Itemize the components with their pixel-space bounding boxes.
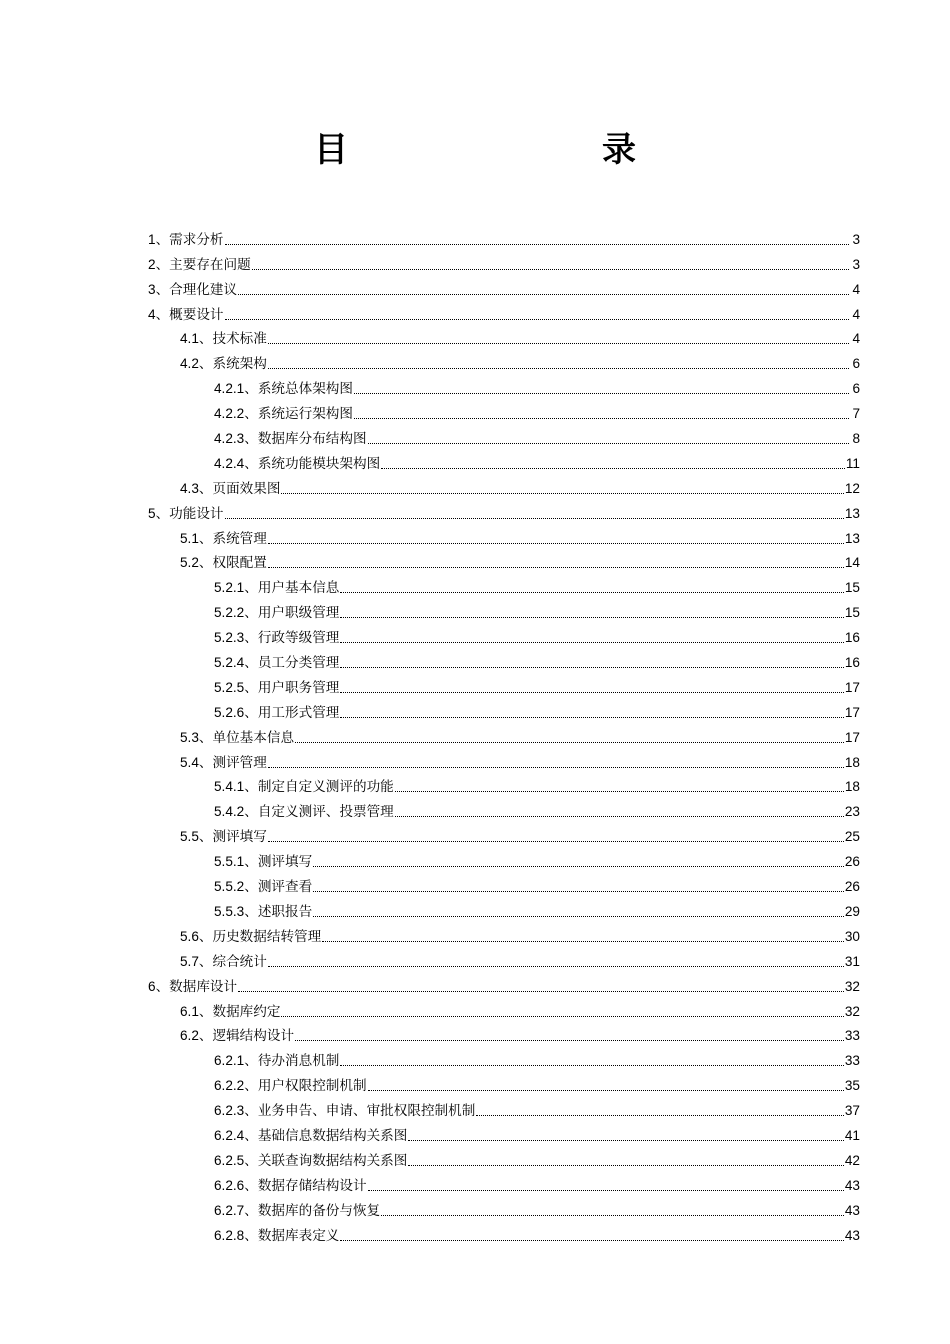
toc-entry-title: 用户职务管理 [257, 679, 340, 696]
toc-entry-number: 5.4 [180, 754, 199, 770]
toc-dot-leader [225, 518, 844, 519]
toc-dot-leader [381, 1215, 844, 1216]
toc-entry[interactable] [148, 498, 860, 523]
toc-entry-number: 4.2.1 [214, 381, 245, 397]
toc-entry[interactable] [148, 1070, 860, 1095]
toc-dot-leader [313, 891, 844, 892]
toc-entry-separator: 、 [244, 1127, 258, 1144]
toc-entry-title: 需求分析 [169, 231, 224, 248]
toc-dot-leader [340, 592, 843, 593]
toc-entry-title: 行政等级管理 [257, 630, 340, 647]
toc-entry-title: 技术标准 [212, 331, 267, 348]
toc-entry-separator: 、 [198, 530, 213, 547]
toc-entry-separator: 、 [155, 231, 170, 248]
toc-dot-leader [476, 1115, 844, 1116]
toc-entry-title: 述职报告 [257, 903, 313, 920]
toc-entry-page-number: 29 [844, 903, 860, 919]
toc-entry-number: 5.5.3 [214, 903, 245, 919]
toc-entry[interactable] [148, 722, 860, 747]
toc-entry-page-number: 12 [844, 480, 860, 496]
toc-entry-separator: 、 [244, 655, 258, 672]
toc-dot-leader [395, 816, 844, 817]
toc-entry-page-number: 14 [844, 555, 860, 571]
toc-entry[interactable] [148, 1145, 860, 1170]
toc-entry-page-number: 3 [852, 231, 860, 247]
toc-entry-page-number: 35 [844, 1078, 860, 1094]
toc-entry[interactable] [148, 996, 860, 1021]
toc-entry[interactable] [148, 1021, 860, 1046]
toc-entry[interactable] [148, 324, 860, 349]
toc-entry-title: 测评管理 [212, 754, 267, 771]
toc-entry-separator: 、 [244, 854, 258, 871]
toc-entry-number: 4.2.3 [214, 431, 245, 447]
toc-entry-separator: 、 [244, 630, 258, 647]
toc-entry-number: 5.4.2 [214, 804, 245, 820]
toc-entry[interactable] [148, 846, 860, 871]
toc-entry-title: 系统管理 [212, 530, 267, 547]
toc-entry-page-number: 26 [844, 854, 860, 870]
toc-entry-number: 6.2.2 [214, 1078, 245, 1094]
toc-entry[interactable] [148, 747, 860, 772]
toc-entry[interactable] [148, 1045, 860, 1070]
toc-entry-page-number: 33 [844, 1053, 860, 1069]
toc-entry-separator: 、 [244, 1177, 258, 1194]
toc-entry-separator: 、 [244, 1152, 258, 1169]
toc-entry[interactable] [148, 871, 860, 896]
toc-dot-leader [295, 1040, 844, 1041]
toc-entry-separator: 、 [198, 829, 213, 846]
toc-entry[interactable] [148, 597, 860, 622]
toc-entry[interactable] [148, 821, 860, 846]
toc-dot-leader [268, 767, 844, 768]
toc-entry[interactable] [148, 921, 860, 946]
toc-dot-leader [322, 941, 844, 942]
toc-entry-number: 6.1 [180, 1003, 199, 1019]
toc-entry-page-number: 13 [844, 530, 860, 546]
toc-entry-title: 用工形式管理 [257, 704, 340, 721]
toc-entry[interactable] [148, 1195, 860, 1220]
toc-entry-page-number: 13 [844, 505, 860, 521]
toc-entry-title: 单位基本信息 [212, 729, 295, 746]
toc-entry-number: 4.2.2 [214, 406, 245, 422]
toc-entry-number: 5.5.1 [214, 854, 245, 870]
toc-entry-number: 5.2.4 [214, 655, 245, 671]
toc-entry-page-number: 15 [844, 605, 860, 621]
toc-entry-page-number: 43 [844, 1177, 860, 1193]
toc-entry-separator: 、 [244, 455, 258, 472]
toc-dot-leader [295, 742, 844, 743]
toc-entry-page-number: 31 [844, 953, 860, 969]
toc-entry-title: 数据库设计 [169, 978, 238, 995]
toc-entry-page-number: 15 [844, 580, 860, 596]
toc-entry-number: 2 [148, 256, 156, 272]
toc-entry[interactable] [148, 473, 860, 498]
toc-entry-separator: 、 [198, 555, 213, 572]
toc-entry-title: 基础信息数据结构关系图 [257, 1127, 408, 1144]
toc-entry[interactable] [148, 448, 860, 473]
toc-entry[interactable] [148, 772, 860, 797]
toc-entry-page-number: 32 [844, 1003, 860, 1019]
toc-dot-leader [281, 1016, 843, 1017]
toc-entry-title: 权限配置 [212, 555, 267, 572]
toc-entry-separator: 、 [198, 1003, 213, 1020]
toc-entry-page-number: 4 [852, 331, 860, 347]
toc-entry-number: 5.5 [180, 829, 199, 845]
toc-entry-title: 主要存在问题 [169, 256, 251, 273]
toc-entry-separator: 、 [198, 953, 213, 970]
toc-entry-number: 6.2.4 [214, 1127, 245, 1143]
toc-entry-separator: 、 [244, 580, 258, 597]
toc-entry[interactable] [148, 523, 860, 548]
toc-dot-leader [340, 717, 843, 718]
toc-dot-leader [268, 966, 844, 967]
toc-entry-number: 5.1 [180, 530, 199, 546]
toc-entry-title: 系统总体架构图 [257, 381, 353, 398]
toc-entry-page-number: 18 [844, 754, 860, 770]
toc-entry[interactable] [148, 548, 860, 573]
toc-entry-number: 5.2.3 [214, 630, 245, 646]
toc-entry-page-number: 4 [852, 281, 860, 297]
toc-entry-separator: 、 [198, 729, 213, 746]
toc-dot-leader [408, 1140, 844, 1141]
toc-entry-separator: 、 [198, 331, 213, 348]
toc-dot-leader [268, 343, 849, 344]
toc-dot-leader [368, 1190, 844, 1191]
toc-dot-leader [238, 294, 849, 295]
toc-entry-number: 6.2.5 [214, 1152, 245, 1168]
toc-entry-number: 5 [148, 505, 156, 521]
toc-entry-title: 综合统计 [212, 953, 267, 970]
toc-entry-title: 系统运行架构图 [257, 406, 353, 423]
toc-entry-number: 5.3 [180, 729, 199, 745]
toc-entry-title: 用户基本信息 [257, 580, 340, 597]
toc-entry-title: 数据库约定 [212, 1003, 281, 1020]
toc-entry[interactable] [148, 796, 860, 821]
toc-entry[interactable] [148, 423, 860, 448]
toc-entry-number: 5.7 [180, 953, 199, 969]
toc-entry[interactable] [148, 224, 860, 249]
toc-entry-separator: 、 [155, 281, 170, 298]
toc-entry[interactable] [148, 946, 860, 971]
toc-entry-separator: 、 [198, 928, 213, 945]
toc-entry-number: 6.2.6 [214, 1177, 245, 1193]
toc-dot-leader [281, 493, 843, 494]
toc-dot-leader [408, 1165, 844, 1166]
toc-entry-separator: 、 [155, 256, 170, 273]
toc-entry-number: 5.2.5 [214, 679, 245, 695]
toc-entry-page-number: 41 [844, 1127, 860, 1143]
toc-entry-page-number: 8 [852, 431, 860, 447]
toc-entry-number: 4.2 [180, 356, 199, 372]
toc-entry-separator: 、 [198, 1028, 213, 1045]
toc-entry-number: 5.6 [180, 928, 199, 944]
toc-entry-separator: 、 [244, 804, 258, 821]
toc-entry-title: 数据库表定义 [257, 1227, 340, 1244]
toc-entry-separator: 、 [155, 978, 170, 995]
toc-entry-separator: 、 [198, 356, 213, 373]
toc-entry-page-number: 37 [844, 1103, 860, 1119]
toc-entry[interactable] [148, 1220, 860, 1245]
toc-dot-leader [381, 468, 845, 469]
toc-dot-leader [368, 1090, 844, 1091]
toc-entry-number: 6.2.1 [214, 1053, 245, 1069]
toc-entry-page-number: 3 [852, 256, 860, 272]
toc-entry[interactable] [148, 647, 860, 672]
toc-entry[interactable] [148, 697, 860, 722]
toc-entry-separator: 、 [198, 480, 213, 497]
toc-entry-page-number: 6 [852, 381, 860, 397]
toc-entry-separator: 、 [244, 406, 258, 423]
toc-entry-number: 5.4.1 [214, 779, 245, 795]
toc-entry-title: 页面效果图 [212, 480, 281, 497]
toc-entry-page-number: 17 [844, 729, 860, 745]
toc-entry-separator: 、 [244, 779, 258, 796]
toc-entry-number: 5.2.6 [214, 704, 245, 720]
toc-entry-title: 关联查询数据结构关系图 [257, 1152, 408, 1169]
toc-entry-page-number: 6 [852, 356, 860, 372]
toc-dot-leader [313, 916, 844, 917]
toc-dot-leader [395, 791, 844, 792]
toc-entry-page-number: 43 [844, 1227, 860, 1243]
toc-entry-number: 5.2.1 [214, 580, 245, 596]
toc-entry-title: 数据存储结构设计 [257, 1177, 367, 1194]
toc-entry-page-number: 23 [844, 804, 860, 820]
toc-entry-number: 4.3 [180, 480, 199, 496]
toc-entry[interactable] [148, 274, 860, 299]
toc-dot-leader [268, 567, 844, 568]
toc-entry-separator: 、 [155, 306, 170, 323]
toc-entry-number: 5.2 [180, 555, 199, 571]
toc-entry-title: 数据库分布结构图 [257, 431, 367, 448]
toc-entry-page-number: 43 [844, 1202, 860, 1218]
toc-entry-title: 系统功能模块架构图 [257, 455, 381, 472]
toc-entry-title: 测评填写 [212, 829, 267, 846]
toc-entry-separator: 、 [244, 1078, 258, 1095]
toc-entry-number: 3 [148, 281, 156, 297]
toc-entry-separator: 、 [244, 704, 258, 721]
toc-entry-separator: 、 [244, 903, 258, 920]
toc-dot-leader [354, 418, 849, 419]
toc-entry-title: 功能设计 [169, 505, 224, 522]
toc-entry-title: 测评填写 [257, 854, 313, 871]
toc-entry-number: 6.2 [180, 1028, 199, 1044]
toc-entry-title: 概要设计 [169, 306, 224, 323]
toc-dot-leader [354, 393, 849, 394]
toc-entry-page-number: 18 [844, 779, 860, 795]
toc-entry-number: 6.2.8 [214, 1227, 245, 1243]
toc-entry[interactable] [148, 398, 860, 423]
toc-entry-title: 用户权限控制机制 [257, 1078, 367, 1095]
toc-entry[interactable] [148, 1095, 860, 1120]
toc-entry-separator: 、 [244, 679, 258, 696]
toc-entry-title: 待办消息机制 [257, 1053, 340, 1070]
toc-entry-number: 5.5.2 [214, 879, 245, 895]
toc-dot-leader [340, 667, 843, 668]
toc-entry[interactable] [148, 896, 860, 921]
toc-entry-number: 5.2.2 [214, 605, 245, 621]
toc-entry-number: 4.2.4 [214, 455, 245, 471]
toc-entry-title: 制定自定义测评的功能 [257, 779, 394, 796]
toc-entry-title: 逻辑结构设计 [212, 1028, 295, 1045]
toc-dot-leader [268, 368, 849, 369]
toc-dot-leader [340, 1065, 843, 1066]
toc-entry-page-number: 26 [844, 879, 860, 895]
toc-dot-leader [225, 319, 849, 320]
toc-dot-leader [368, 443, 849, 444]
toc-entry[interactable] [148, 622, 860, 647]
toc-entry-separator: 、 [244, 381, 258, 398]
toc-entry-number: 6 [148, 978, 156, 994]
toc-entry-page-number: 32 [844, 978, 860, 994]
toc-entry-number: 1 [148, 231, 156, 247]
toc-entry-page-number: 25 [844, 829, 860, 845]
toc-entry-number: 4.1 [180, 331, 199, 347]
toc-entry-page-number: 30 [844, 928, 860, 944]
toc-entry-page-number: 17 [844, 704, 860, 720]
toc-entry-separator: 、 [244, 1202, 258, 1219]
toc-dot-leader [268, 543, 844, 544]
toc-dot-leader [340, 617, 843, 618]
toc-entry-page-number: 17 [844, 679, 860, 695]
toc-entry-separator: 、 [244, 1053, 258, 1070]
toc-entry-separator: 、 [198, 754, 213, 771]
toc-entry-title: 自定义测评、投票管理 [257, 804, 394, 821]
toc-entry[interactable] [148, 572, 860, 597]
toc-entry-separator: 、 [244, 1227, 258, 1244]
toc-dot-leader [340, 642, 843, 643]
toc-entry[interactable] [148, 299, 860, 324]
toc-dot-leader [252, 269, 849, 270]
toc-entry-separator: 、 [244, 1103, 258, 1120]
toc-entry-separator: 、 [244, 431, 258, 448]
toc-entry-page-number: 16 [844, 655, 860, 671]
toc-entry-page-number: 11 [845, 455, 860, 471]
toc-entry-number: 6.2.7 [214, 1202, 245, 1218]
toc-entry-title: 合理化建议 [169, 281, 238, 298]
toc-entry-title: 系统架构 [212, 356, 267, 373]
toc-entry-separator: 、 [155, 505, 170, 522]
toc-dot-leader [340, 1240, 843, 1241]
toc-entry-number: 4 [148, 306, 156, 322]
toc-entry[interactable] [148, 249, 860, 274]
toc-entry-page-number: 16 [844, 630, 860, 646]
toc-entry[interactable] [148, 971, 860, 996]
toc-entry-page-number: 42 [844, 1152, 860, 1168]
toc-entry-page-number: 4 [852, 306, 860, 322]
toc-entry-page-number: 33 [844, 1028, 860, 1044]
toc-dot-leader [225, 244, 849, 245]
toc-entry-separator: 、 [244, 879, 258, 896]
toc-entry-number: 6.2.3 [214, 1103, 245, 1119]
toc-entry[interactable] [148, 348, 860, 373]
toc-entry[interactable] [148, 1120, 860, 1145]
toc-dot-leader [238, 991, 844, 992]
toc-dot-leader [313, 866, 844, 867]
toc-entry-title: 数据库的备份与恢复 [257, 1202, 381, 1219]
toc-entry-title: 业务申告、申请、审批权限控制机制 [257, 1103, 476, 1120]
toc-entry-title: 测评查看 [257, 879, 313, 896]
toc-entry[interactable] [148, 1170, 860, 1195]
toc-dot-leader [268, 841, 844, 842]
toc-entry[interactable] [148, 373, 860, 398]
toc-entry-page-number: 7 [852, 406, 860, 422]
toc-entry[interactable] [148, 672, 860, 697]
toc-entry-title: 员工分类管理 [257, 655, 340, 672]
toc-title: 目 录 [314, 130, 698, 170]
toc-entry-title: 历史数据结转管理 [212, 928, 322, 945]
toc-dot-leader [340, 692, 843, 693]
toc-entry-separator: 、 [244, 605, 258, 622]
toc-list [148, 224, 860, 1245]
toc-entry-title: 用户职级管理 [257, 605, 340, 622]
